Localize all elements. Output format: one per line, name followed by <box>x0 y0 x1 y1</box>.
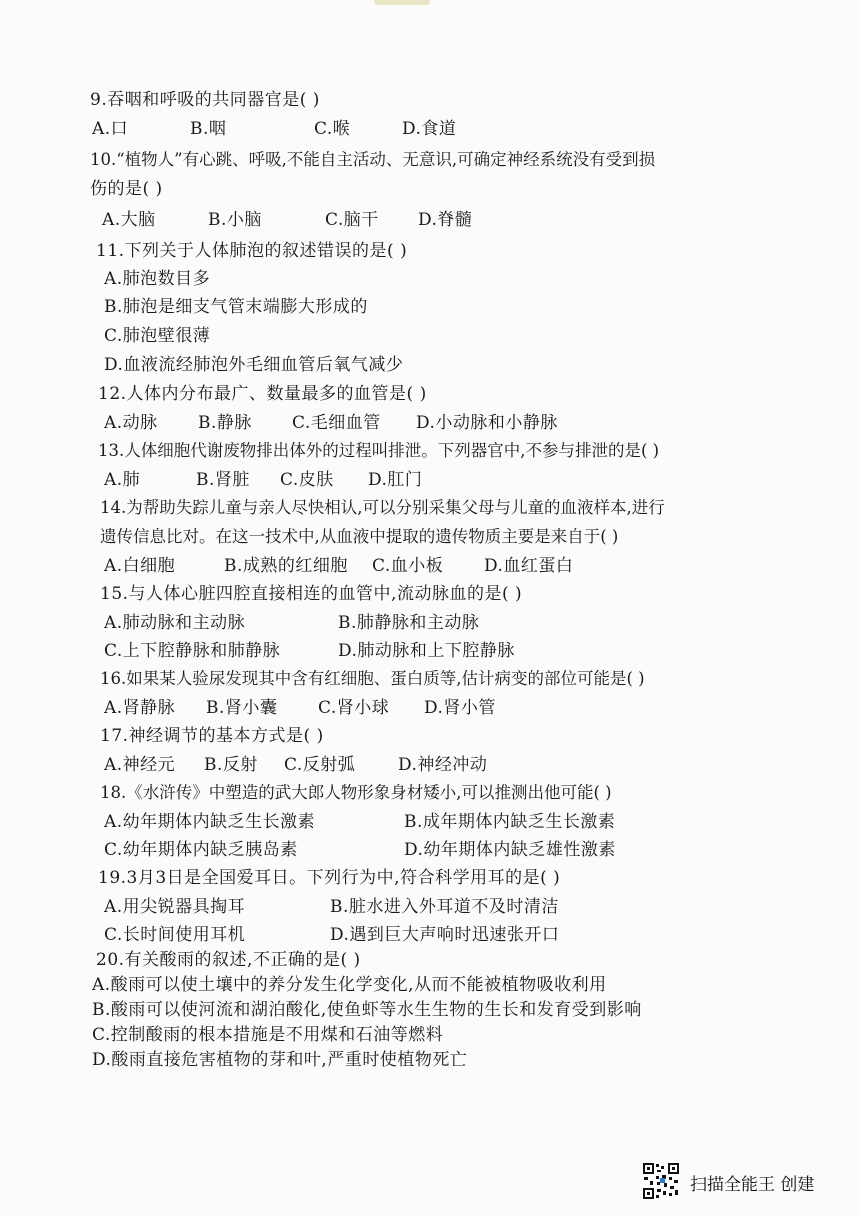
question-9-stem: 9.吞咽和呼吸的共同器官是( ) <box>90 90 320 110</box>
question-14-stem-line-2: 遗传信息比对。在这一技术中,从血液中提取的遗传物质主要是来自于( ) <box>100 527 619 546</box>
question-16-option-d: D.肾小管 <box>424 698 496 718</box>
question-13-option-d: D.肛门 <box>368 470 423 490</box>
question-14-option-c: C.血小板 <box>372 556 444 576</box>
question-12-stem: 12.人体内分布最广、数量最多的血管是( ) <box>98 384 427 404</box>
question-20-option-d: D.酸雨直接危害植物的芽和叶,严重时使植物死亡 <box>92 1050 468 1070</box>
question-17-option-c: C.反射弧 <box>284 755 356 775</box>
question-9-option-d: D.食道 <box>402 119 457 139</box>
question-17-option-b: B.反射 <box>204 755 258 775</box>
question-15-option-b: B.肺静脉和主动脉 <box>338 613 480 633</box>
question-11-option-c: C.肺泡壁很薄 <box>104 326 211 346</box>
question-16-option-a: A.肾静脉 <box>104 698 176 718</box>
question-10-option-a: A.大脑 <box>102 210 156 230</box>
question-15-option-a: A.肺动脉和主动脉 <box>104 613 246 633</box>
scanner-watermark <box>642 1162 842 1202</box>
question-19-stem: 19.3月3日是全国爱耳日。下列行为中,符合科学用耳的是( ) <box>98 868 561 888</box>
question-11-option-a: A.肺泡数目多 <box>104 269 211 289</box>
question-16-option-c: C.肾小球 <box>318 698 390 718</box>
question-14-option-a: A.白细胞 <box>104 556 176 576</box>
question-17-option-d: D.神经冲动 <box>398 755 488 775</box>
question-12-option-a: A.动脉 <box>104 413 158 433</box>
question-20-option-a: A.酸雨可以使土壤中的养分发生化学变化,从而不能被植物吸收利用 <box>92 975 607 995</box>
scanner-watermark-text: 扫描全能王 创建 <box>690 1175 815 1195</box>
question-10-option-c: C.脑干 <box>325 210 379 230</box>
question-20-option-c: C.控制酸雨的根本措施是不用煤和石油等燃料 <box>92 1025 444 1045</box>
question-12-option-b: B.静脉 <box>198 413 252 433</box>
question-20-stem: 20.有关酸雨的叙述,不正确的是( ) <box>96 950 361 970</box>
question-18-option-a: A.幼年期体内缺乏生长激素 <box>104 812 316 832</box>
question-15-option-c: C.上下腔静脉和肺静脉 <box>104 641 281 661</box>
question-14-option-b: B.成熟的红细胞 <box>224 556 348 576</box>
question-11-option-d: D.血液流经肺泡外毛细血管后氧气减少 <box>104 355 404 375</box>
question-10-stem-line-1: 10.“植物人”有心跳、呼吸,不能自主活动、无意识,可确定神经系统没有受到损 <box>90 150 656 169</box>
question-13-stem: 13.人体细胞代谢废物排出体外的过程叫排泄。下列器官中,不参与排泄的是( ) <box>98 441 660 460</box>
question-17-stem: 17.神经调节的基本方式是( ) <box>100 726 324 746</box>
question-15-stem: 15.与人体心脏四腔直接相连的血管中,流动脉血的是( ) <box>100 584 523 604</box>
top-edge-mark <box>374 0 430 5</box>
question-10-option-d: D.脊髓 <box>418 210 473 230</box>
qr-code-icon <box>642 1162 680 1200</box>
question-9-option-a: A.口 <box>92 119 129 139</box>
question-12-option-d: D.小动脉和小静脉 <box>416 413 558 433</box>
question-9-option-c: C.喉 <box>314 119 351 139</box>
question-19-option-a: A.用尖锐器具掏耳 <box>104 897 246 917</box>
question-16-option-b: B.肾小囊 <box>206 698 278 718</box>
question-18-stem: 18.《水浒传》中塑造的武大郎人物形象身材矮小,可以推测出他可能( ) <box>100 783 612 802</box>
question-18-option-c: C.幼年期体内缺乏胰岛素 <box>104 840 298 860</box>
question-20-option-b: B.酸雨可以使河流和湖泊酸化,使鱼虾等水生生物的生长和发育受到影响 <box>92 1000 642 1020</box>
question-11-option-b: B.肺泡是细支气管末端膨大形成的 <box>104 297 368 317</box>
question-17-option-a: A.神经元 <box>104 755 176 775</box>
question-14-stem-line-1: 14.为帮助失踪儿童与亲人尽快相认,可以分别采集父母与儿童的血液样本,进行 <box>100 498 665 517</box>
question-18-option-d: D.幼年期体内缺乏雄性激素 <box>404 840 616 860</box>
question-13-option-a: A.肺 <box>104 470 141 490</box>
question-16-stem: 16.如果某人验尿发现其中含有红细胞、蛋白质等,估计病变的部位可能是( ) <box>100 669 645 688</box>
question-19-option-c: C.长时间使用耳机 <box>104 925 246 945</box>
question-11-stem: 11.下列关于人体肺泡的叙述错误的是( ) <box>96 241 408 261</box>
question-9-option-b: B.咽 <box>190 119 227 139</box>
question-10-stem-line-2: 伤的是( ) <box>90 179 163 199</box>
question-13-option-b: B.肾脏 <box>196 470 250 490</box>
question-12-option-c: C.毛细血管 <box>292 413 381 433</box>
question-19-option-d: D.遇到巨大声响时迅速张开口 <box>330 925 560 945</box>
question-14-option-d: D.血红蛋白 <box>484 556 574 576</box>
question-15-option-d: D.肺动脉和上下腔静脉 <box>338 641 515 661</box>
question-19-option-b: B.脏水进入外耳道不及时清洁 <box>330 897 559 917</box>
question-18-option-b: B.成年期体内缺乏生长激素 <box>404 812 616 832</box>
question-10-option-b: B.小脑 <box>208 210 262 230</box>
question-13-option-c: C.皮肤 <box>280 470 334 490</box>
